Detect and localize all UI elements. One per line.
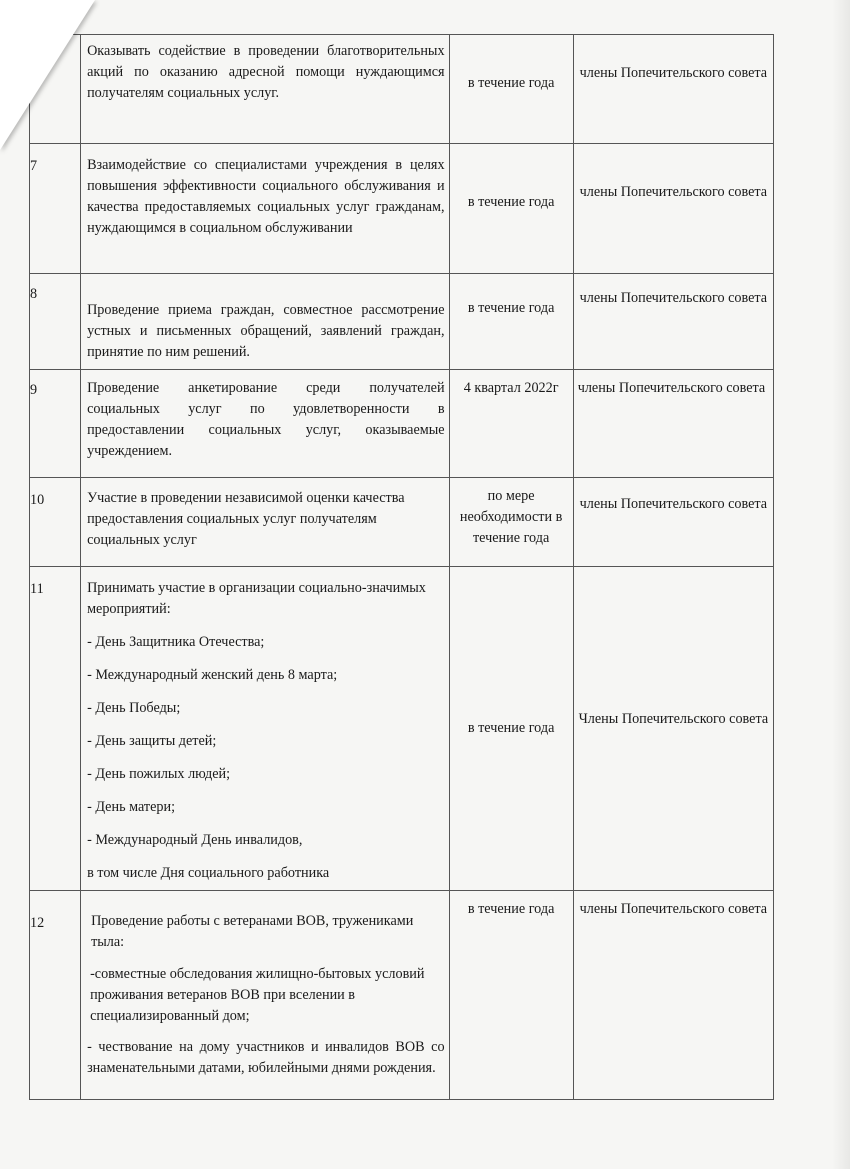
table-row xyxy=(30,478,774,567)
list-item: - День защиты детей; xyxy=(87,733,217,749)
row-number: 8 xyxy=(30,274,81,370)
row-deadline: в течение года xyxy=(449,891,573,1100)
activity-text: Оказывать содействие в проведении благотворительных акций по оказанию адресной помощи нуждающимся получателям социальных услуг. xyxy=(87,43,445,101)
list-item: - чествование на дому участников и инвалидов ВОВ со знаменательными датами, юбилейными днями рождения. xyxy=(87,1039,445,1076)
table-row xyxy=(30,370,774,478)
list-item: - Международный День инвалидов, xyxy=(87,832,303,848)
table-row xyxy=(30,567,774,891)
table-row xyxy=(30,35,774,144)
activity-text: Проведение работы с ветеранами ВОВ, тружениками тыла: xyxy=(91,913,414,950)
row-number: 10 xyxy=(30,478,81,567)
activity-text: Взаимодействие со специалистами учреждения в целях повышения эффективности социального обслуживания и качества предоставляемых социальных услуг гражданам, нуждающимся в социальном обслуживании xyxy=(87,157,445,236)
activity-text: Проведение приема граждан, совместное рассмотрение устных и письменных обращений, заявлений граждан, принятие по ним решений. xyxy=(87,302,445,360)
list-item: -совместные обследования жилищно-бытовых условий проживания ветеранов ВОВ при вселении в специализированный дом; xyxy=(90,966,425,1024)
row-activity xyxy=(81,370,449,478)
table-row xyxy=(30,144,774,274)
row-activity xyxy=(81,478,449,567)
list-item: - День Защитника Отечества; xyxy=(87,634,265,650)
row-activity xyxy=(81,144,449,274)
list-item: в том числе Дня социального работника xyxy=(87,865,330,881)
row-activity xyxy=(81,274,449,370)
list-item: - День матери; xyxy=(87,799,176,815)
row-deadline: по мере необходимости в течение года xyxy=(449,478,573,567)
table-row xyxy=(30,891,774,1100)
list-item: - Международный женский день 8 марта; xyxy=(87,667,338,683)
list-item: - День пожилых людей; xyxy=(87,766,231,782)
list-item: - День Победы; xyxy=(87,700,181,716)
row-deadline: 4 квартал 2022г xyxy=(449,370,573,478)
page-fold-corner xyxy=(0,0,95,150)
row-deadline: в течение года xyxy=(449,274,573,370)
row-responsible: члены Попечительского совета xyxy=(573,35,773,144)
row-deadline: в течение года xyxy=(449,144,573,274)
plan-table xyxy=(29,34,774,1100)
row-responsible: Члены Попечительского совета xyxy=(573,567,773,891)
activity-text: Проведение анкетирование среди получателей социальных услуг по удовлетворенности в предоставлении социальных услуг, оказываемые учреждением. xyxy=(87,380,445,459)
row-number: 12 xyxy=(30,891,81,1100)
row-responsible: члены Попечительского совета xyxy=(573,370,773,478)
row-activity xyxy=(81,35,449,144)
activity-text: Принимать участие в организации социально-значимых мероприятий: xyxy=(87,580,426,617)
row-activity xyxy=(81,567,449,891)
row-number: 11 xyxy=(30,567,81,891)
row-responsible: члены Попечительского совета xyxy=(573,478,773,567)
row-responsible: члены Попечительского совета xyxy=(573,891,773,1100)
table-row xyxy=(30,274,774,370)
row-number: 9 xyxy=(30,370,81,478)
row-activity xyxy=(81,891,449,1100)
row-responsible: члены Попечительского совета xyxy=(573,144,773,274)
activity-text: Участие в проведении независимой оценки качества предоставления социальных услуг получателям социальных услуг xyxy=(87,490,405,548)
row-number: 7 xyxy=(30,144,81,274)
row-deadline: в течение года xyxy=(449,567,573,891)
row-deadline: в течение года xyxy=(449,35,573,144)
row-responsible: члены Попечительского совета xyxy=(573,274,773,370)
scan-edge-shadow xyxy=(832,0,850,1169)
